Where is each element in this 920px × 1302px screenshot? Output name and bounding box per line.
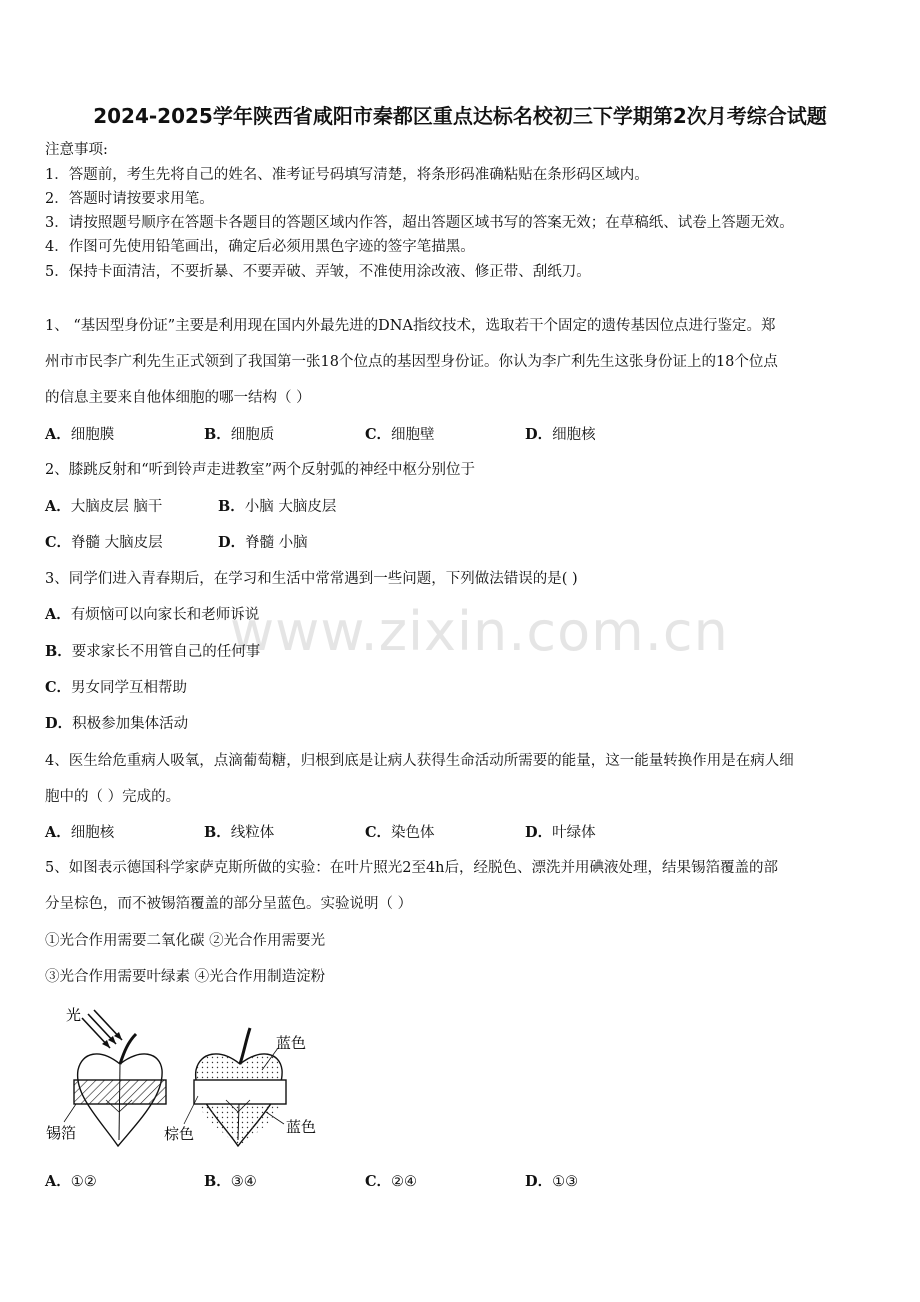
watermark: www.zixin.com.cn <box>230 600 729 663</box>
foil-strip <box>74 1080 166 1104</box>
question-5-line: 分呈棕色，而不被锡箔覆盖的部分呈蓝色。实验说明（ ） <box>45 896 413 912</box>
q4-option-d[interactable]: D．叶绿体 <box>525 824 596 841</box>
q4-option-c[interactable]: C．染色体 <box>365 824 435 841</box>
question-1-line: 州市市民李广利先生正式领到了我国第一张18个位点的基因型身份证。你认为李广利先生这张身份证上的18个位点 <box>45 354 778 370</box>
label-light: 光 <box>66 1006 82 1024</box>
q3-option-d[interactable]: D．积极参加集体活动 <box>45 715 189 732</box>
q1-option-b[interactable]: B．细胞质 <box>204 426 275 443</box>
q2-option-b[interactable]: B．小脑 大脑皮层 <box>218 498 337 515</box>
q4-option-b[interactable]: B．线粒体 <box>204 824 275 841</box>
question-2-line: 2、膝跳反射和“听到铃声走进教室”两个反射弧的神经中枢分别位于 <box>45 462 476 478</box>
q5-option-b[interactable]: B．③④ <box>204 1173 257 1190</box>
notice-item: 2．答题时请按要求用笔。 <box>45 191 214 207</box>
label-blue-bottom: 蓝色 <box>286 1118 317 1136</box>
question-4-line: 4、医生给危重病人吸氧，点滴葡萄糖，归根到底是让病人获得生命活动所需要的能量，这一能量转换作用是在病人细 <box>45 753 794 769</box>
label-foil: 锡箔 <box>46 1124 77 1142</box>
q1-option-a[interactable]: A．细胞膜 <box>45 426 115 443</box>
notice-item: 4．作图可先使用铅笔画出，确定后必须用黑色字迹的签字笔描黑。 <box>45 239 475 255</box>
notice-item: 1．答题前，考生先将自己的姓名、准考证号码填写清楚，将条形码准确粘贴在条形码区域内。 <box>45 167 649 183</box>
q1-option-d[interactable]: D．细胞核 <box>525 426 596 443</box>
label-blue-top: 蓝色 <box>276 1034 307 1052</box>
q2-option-a[interactable]: A．大脑皮层 脑干 <box>45 498 163 515</box>
light-arrows <box>82 1010 122 1048</box>
question-5-statement: ③光合作用需要叶绿素 ④光合作用制造淀粉 <box>45 969 326 985</box>
notice-item: 3．请按照题号顺序在答题卡各题目的答题区域内作答，超出答题区域书写的答案无效；在草稿纸、试卷上答题无效。 <box>45 215 794 231</box>
label-brown: 棕色 <box>164 1125 195 1143</box>
q2-option-c[interactable]: C．脊髓 大脑皮层 <box>45 534 163 551</box>
notice-item: 5．保持卡面清洁，不要折暴、不要弄破、弄皱，不准使用涂改液、修正带、刮纸刀。 <box>45 264 591 280</box>
q5-option-a[interactable]: A．①② <box>45 1173 97 1190</box>
question-5-statement: ①光合作用需要二氧化碳 ②光合作用需要光 <box>45 933 326 949</box>
page-title: 2024-2025学年陕西省咸阳市秦都区重点达标名校初三下学期第2次月考综合试题 <box>93 104 827 128</box>
notice-heading: 注意事项: <box>45 142 108 158</box>
q3-option-b[interactable]: B．要求家长不用管自己的任何事 <box>45 643 261 660</box>
q2-option-d[interactable]: D．脊髓 小脑 <box>218 534 308 551</box>
question-4-line: 胞中的（ ）完成的。 <box>45 789 181 805</box>
question-3-line: 3、同学们进入青春期后，在学习和生活中常常遇到一些问题，下列做法错误的是( ) <box>45 571 578 587</box>
question-5-line: 5、如图表示德国科学家萨克斯所做的实验：在叶片照光2至4h后，经脱色、漂洗并用碘液处理，结果锡箔覆盖的部 <box>45 860 779 876</box>
q3-option-c[interactable]: C．男女同学互相帮助 <box>45 679 188 696</box>
q3-option-a[interactable]: A．有烦恼可以向家长和老师诉说 <box>45 606 260 623</box>
question-1-line: 的信息主要来自他体细胞的哪一结构（ ） <box>45 390 311 406</box>
q5-option-d[interactable]: D．①③ <box>525 1173 579 1190</box>
q4-option-a[interactable]: A．细胞核 <box>45 824 115 841</box>
leaf-experiment-figure <box>40 1000 340 1150</box>
question-1-line: 1、 “基因型身份证”主要是利用现在国内外最先进的DNA指纹技术，选取若干个固定的遗传基因位点进行鉴定。郑 <box>45 318 776 334</box>
q1-option-c[interactable]: C．细胞壁 <box>365 426 435 443</box>
q5-option-c[interactable]: C．②④ <box>365 1173 418 1190</box>
